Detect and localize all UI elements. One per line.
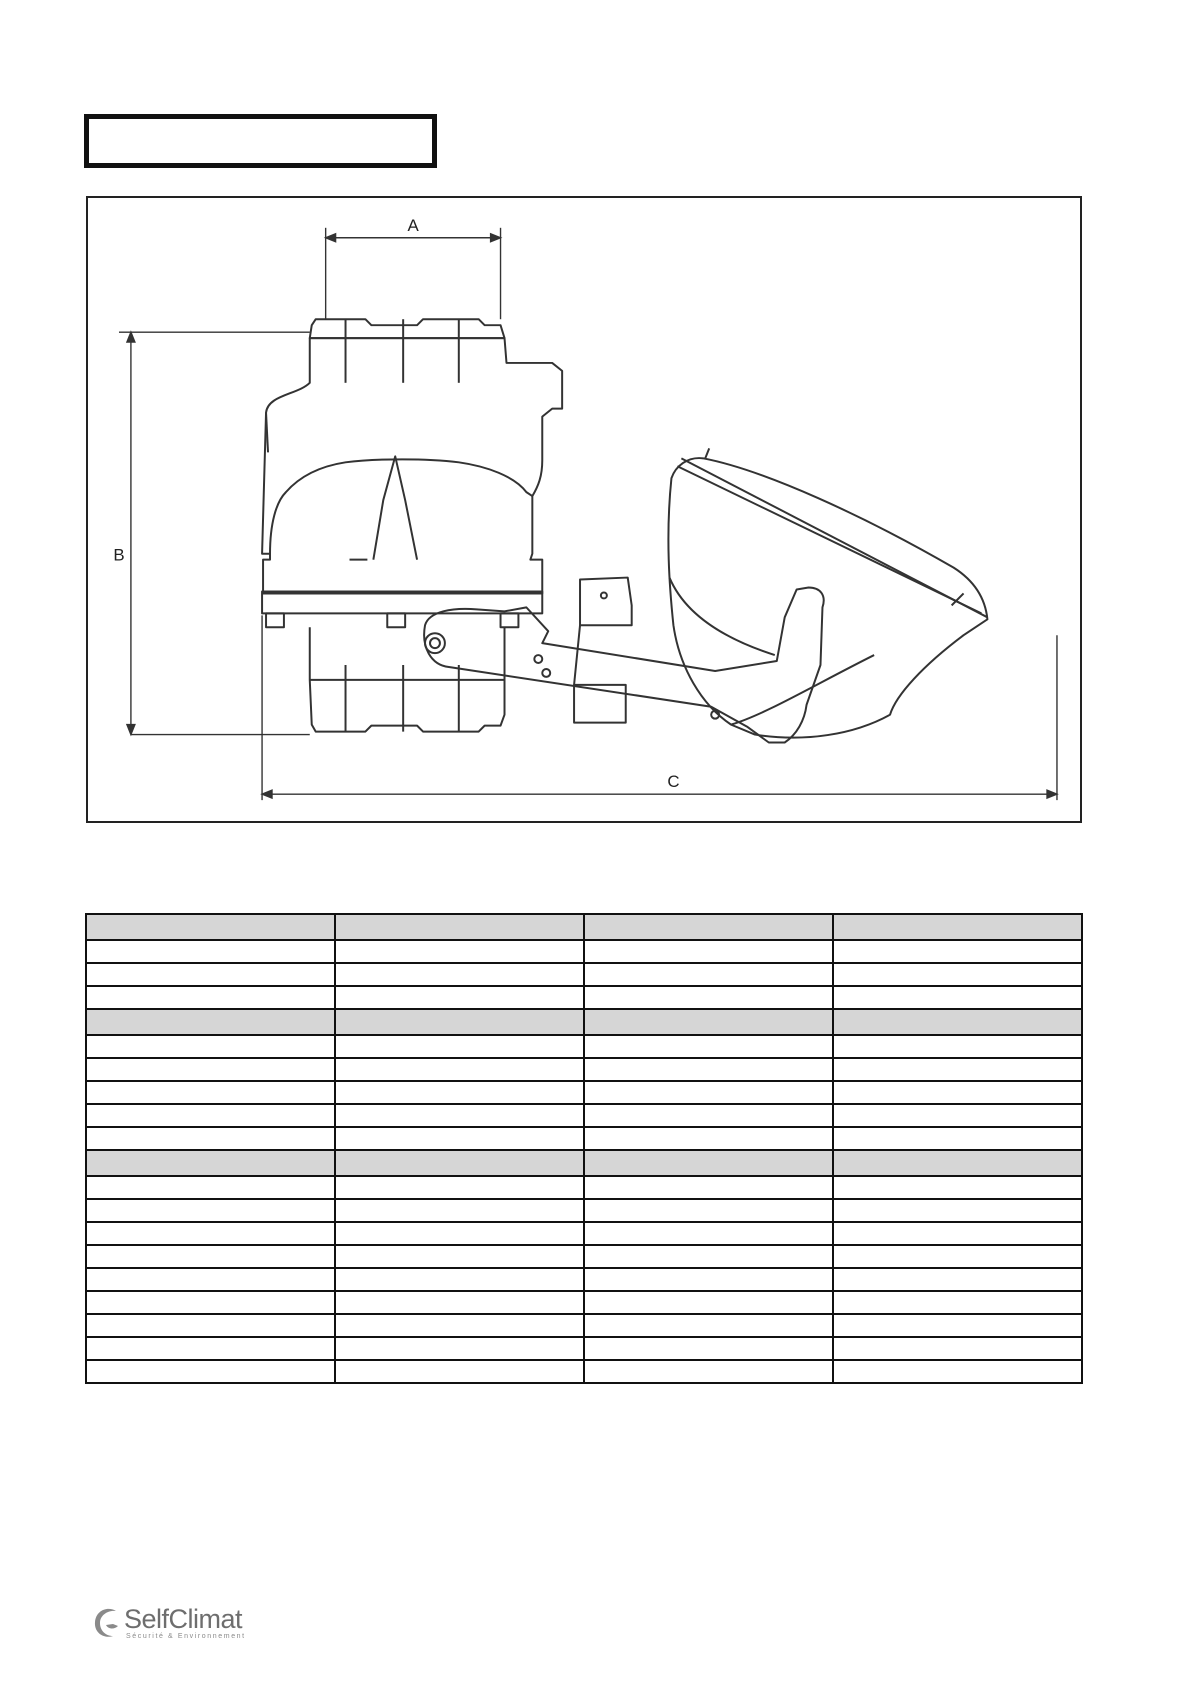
table-row	[86, 1199, 1082, 1222]
table-cell	[335, 914, 584, 940]
table-row	[86, 1104, 1082, 1127]
table-cell	[335, 1314, 584, 1337]
table-cell	[86, 1009, 335, 1035]
table-cell	[335, 1291, 584, 1314]
table-row	[86, 1291, 1082, 1314]
table-cell	[833, 1199, 1082, 1222]
table-cell	[833, 1291, 1082, 1314]
table-cell	[584, 986, 833, 1009]
table-cell	[584, 1150, 833, 1176]
table-cell	[833, 986, 1082, 1009]
table-cell	[833, 1360, 1082, 1383]
table-cell	[335, 1150, 584, 1176]
table-cell	[86, 1081, 335, 1104]
table-cell	[86, 1176, 335, 1199]
table-cell	[584, 914, 833, 940]
valve-dimension-drawing	[88, 198, 1080, 821]
table-cell	[833, 940, 1082, 963]
table-cell	[584, 1337, 833, 1360]
technical-drawing-frame	[86, 196, 1082, 823]
dimension-label-c: C	[667, 772, 680, 792]
table-cell	[335, 1035, 584, 1058]
table-cell	[86, 1150, 335, 1176]
table-row	[86, 1035, 1082, 1058]
table-row	[86, 1245, 1082, 1268]
table-cell	[833, 1104, 1082, 1127]
table-cell	[86, 1222, 335, 1245]
table-cell	[584, 1268, 833, 1291]
table-header-row	[86, 1150, 1082, 1176]
section-title-box	[84, 114, 437, 168]
table-cell	[833, 1222, 1082, 1245]
table-cell	[584, 1009, 833, 1035]
table-row	[86, 940, 1082, 963]
table-cell	[86, 1314, 335, 1337]
table-cell	[584, 1127, 833, 1150]
table-cell	[584, 1291, 833, 1314]
table-cell	[335, 1009, 584, 1035]
table-header-row	[86, 914, 1082, 940]
table-row	[86, 1058, 1082, 1081]
table-row	[86, 1268, 1082, 1291]
table-cell	[335, 940, 584, 963]
table-cell	[335, 1245, 584, 1268]
table-cell	[335, 1199, 584, 1222]
table-row	[86, 986, 1082, 1009]
table-cell	[584, 1199, 833, 1222]
section-title	[89, 119, 432, 139]
table-cell	[833, 914, 1082, 940]
table-cell	[335, 1176, 584, 1199]
table-cell	[833, 1268, 1082, 1291]
dimension-label-a: A	[407, 215, 419, 235]
table-cell	[335, 1337, 584, 1360]
table-cell	[335, 1360, 584, 1383]
table-cell	[86, 914, 335, 940]
dimension-label-b: B	[113, 545, 125, 565]
table-cell	[335, 986, 584, 1009]
table-cell	[833, 1009, 1082, 1035]
table-header-row	[86, 1009, 1082, 1035]
table-cell	[833, 1127, 1082, 1150]
selfclimat-swirl-icon	[92, 1604, 124, 1640]
table-cell	[833, 1337, 1082, 1360]
table-cell	[584, 963, 833, 986]
dimensions-table	[85, 913, 1083, 1384]
brand-name: SelfClimat	[124, 1604, 243, 1634]
table-cell	[335, 1222, 584, 1245]
table-cell	[335, 1104, 584, 1127]
table-cell	[86, 1035, 335, 1058]
table-cell	[584, 1314, 833, 1337]
table-cell	[86, 1104, 335, 1127]
table-row	[86, 1360, 1082, 1383]
table-row	[86, 1337, 1082, 1360]
table-cell	[86, 963, 335, 986]
valve-outline	[262, 319, 987, 742]
table-cell	[86, 1245, 335, 1268]
table-cell	[86, 1268, 335, 1291]
table-cell	[833, 1314, 1082, 1337]
table-cell	[584, 1035, 833, 1058]
table-row	[86, 1081, 1082, 1104]
table-cell	[584, 1360, 833, 1383]
table-cell	[86, 1291, 335, 1314]
table-cell	[86, 940, 335, 963]
table-row	[86, 1127, 1082, 1150]
table-cell	[833, 963, 1082, 986]
table-row	[86, 1176, 1082, 1199]
table-cell	[833, 1176, 1082, 1199]
table-cell	[86, 1360, 335, 1383]
table-row	[86, 1314, 1082, 1337]
table-cell	[833, 1081, 1082, 1104]
table-cell	[335, 1081, 584, 1104]
table-cell	[86, 986, 335, 1009]
table-cell	[335, 1268, 584, 1291]
table-cell	[584, 1245, 833, 1268]
table-cell	[584, 1104, 833, 1127]
table-cell	[584, 1081, 833, 1104]
table-cell	[833, 1150, 1082, 1176]
table-cell	[86, 1337, 335, 1360]
table-cell	[86, 1058, 335, 1081]
table-cell	[584, 1176, 833, 1199]
dimensions-table-body	[86, 914, 1082, 1383]
dimension-lines	[119, 228, 1057, 800]
table-cell	[335, 1058, 584, 1081]
brand-logo	[92, 1602, 272, 1642]
table-cell	[335, 963, 584, 986]
table-cell	[833, 1245, 1082, 1268]
table-cell	[584, 1058, 833, 1081]
table-cell	[335, 1127, 584, 1150]
brand-tagline: Sécurité & Environnement	[126, 1633, 246, 1640]
table-row	[86, 1222, 1082, 1245]
table-cell	[833, 1058, 1082, 1081]
table-cell	[86, 1127, 335, 1150]
table-cell	[86, 1199, 335, 1222]
table-row	[86, 963, 1082, 986]
table-cell	[584, 1222, 833, 1245]
table-cell	[833, 1035, 1082, 1058]
table-cell	[584, 940, 833, 963]
